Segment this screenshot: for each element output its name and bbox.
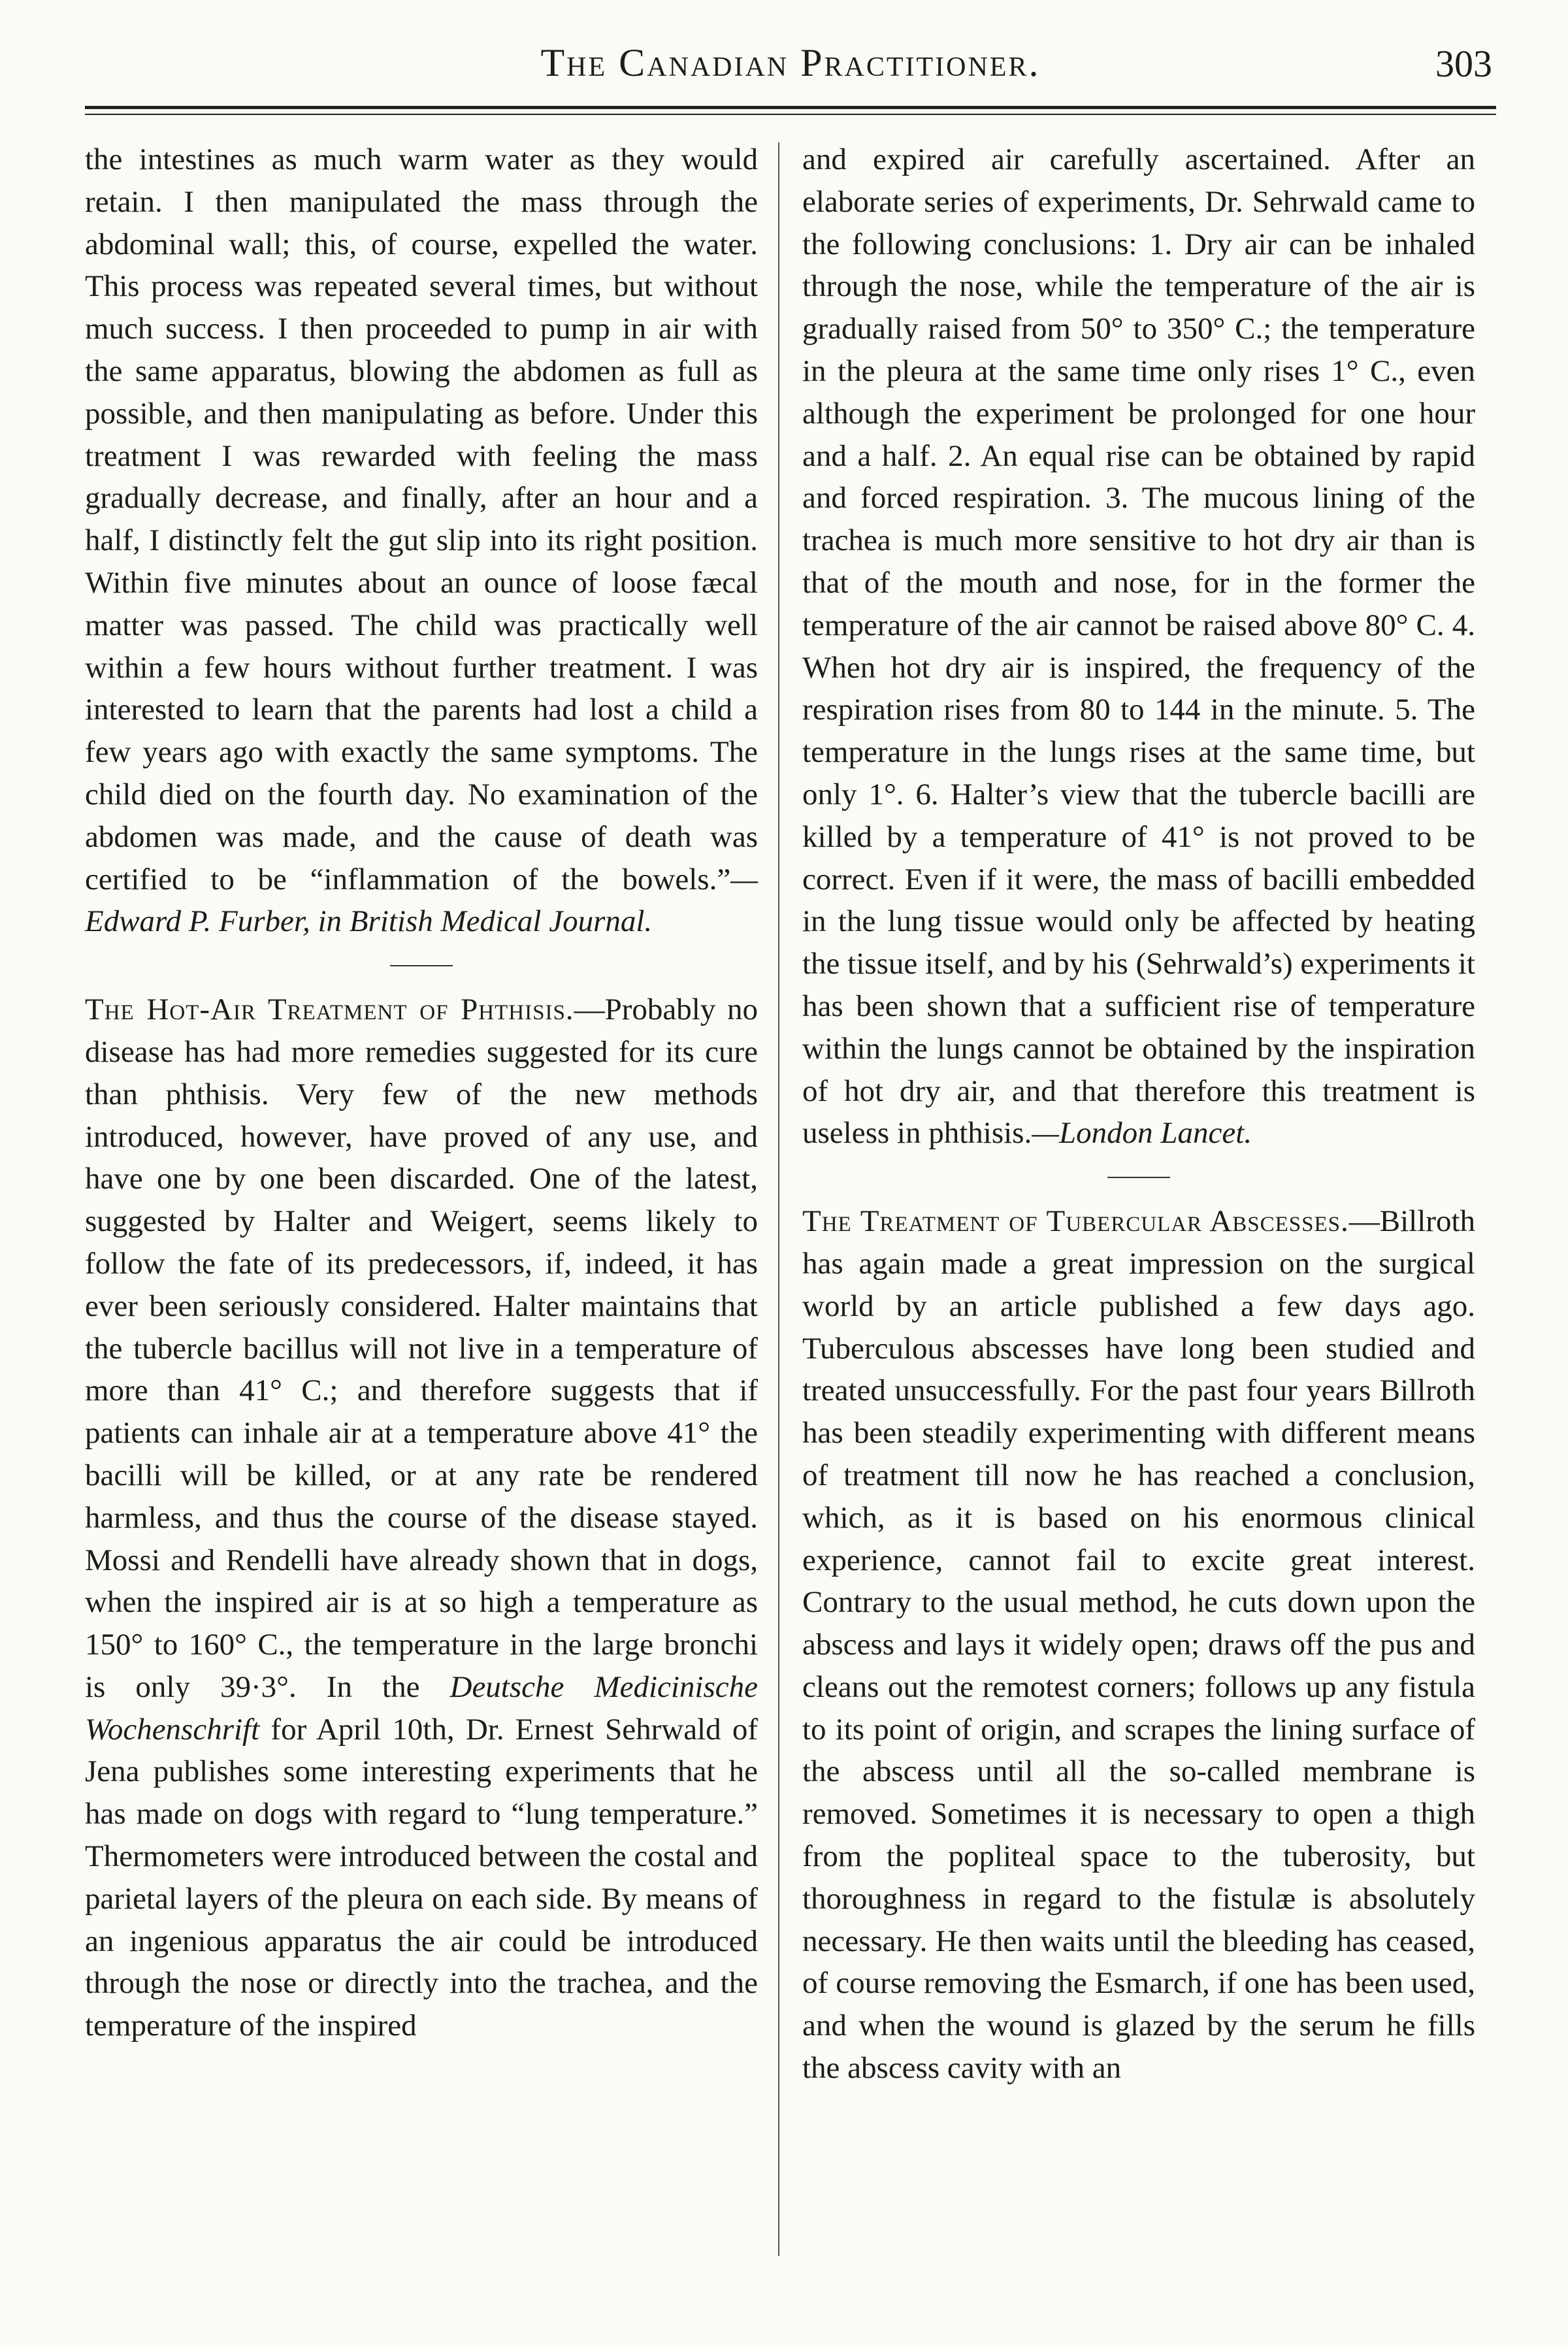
article-heading: The Treatment of Tubercular Abscesses. xyxy=(802,1204,1349,1239)
article-hot-air-treatment xyxy=(85,989,758,2047)
page-number: 303 xyxy=(1435,42,1492,85)
running-title: The Canadian Practitioner. xyxy=(540,41,1041,84)
paragraph-text-continued: for April 10th, Dr. Ernest Sehrwald of Jena publishes some interesting experiments that he has made on dogs with regard to “lung temperature.” Thermometers were introduced between the costal and parietal layers of the pleura on each side. By means of an ingenious apparatus the air could be introduced through the nose or directly into the trachea, and the temperature of the inspired xyxy=(85,1712,758,2043)
header-rule-thick xyxy=(85,106,1496,109)
paragraph-text: —Billroth has again made a great impression on the surgical world by an article published a few days ago. Tuberculous abscesses have long been studied and treated unsuccessfully. For the past four years Billroth has been steadily experimenting with different means of treatment till now he has reached a conclusion, which, as it is based on his enormous clinical experience, cannot fail to excite great interest. Contrary to the usual method, he cuts down upon the abscess and lays it widely open; draws off the pus and cleans out the remotest corners; follows up any fistula to its point of origin, and scrapes the lining surface of the abscess until all the so-called membrane is removed. Sometimes it is necessary to open a thigh from the popliteal space to the tuberosity, but thoroughness in regard to the fistulæ is absolutely necessary. He then waits until the bleeding has ceased, of course removing the Esmarch, if one has been used, and when the wound is glazed by the serum he fills the abscess cavity with an xyxy=(802,1204,1475,2086)
page-header xyxy=(85,41,1496,106)
article-hot-air-continuation xyxy=(802,139,1475,1155)
article-heading: The Hot-Air Treatment of Phthisis. xyxy=(85,993,574,1027)
section-separator xyxy=(390,965,453,966)
section-separator xyxy=(1107,1177,1170,1178)
paragraph-text: and expired air carefully ascertained. After an elaborate series of experiments, Dr. Sehrwald came to the following conclusions: 1. Dry air can be inhaled through the nose, while the temperature of the air is gradually raised from 50° to 350° C.; the temperature in the pleura at the same time only rises 1° C., even although the experiment be prolonged for one hour and a half. 2. An equal rise can be obtained by rapid and forced respiration. 3. The mucous lining of the trachea is much more sensitive to hot dry air than is that of the mouth and nose, for in the former the temperature of the air cannot be raised above 80° C. 4. When hot dry air is inspired, the frequency of the respiration rises from 80 to 144 in the minute. 5. The temperature in the lungs rises at the same time, but only 1°. 6. Halter’s view that the tubercle bacilli are killed by a temperature of 41° is not proved to be correct. Even if it were, the mass of bacilli embedded in the lung tissue would only be affected by heating the tissue itself, and by his (Sehrwald’s) experiments it has been shown that a sufficient rise of temperature within the lungs cannot be obtained by the inspiration of hot dry air, and that therefore this treatment is useless in phthisis. xyxy=(802,142,1475,1151)
right-column xyxy=(802,139,1475,2090)
paragraph-text: —Probably no disease has had more remedies suggested for its cure than phthisis. Very few of the new methods introduced, however, have proved of any use, and have one by one been discarded. One of the latest, suggested by Halter and Weigert, seems likely to follow the fate of its predecessors, if, indeed, it has ever been seriously considered. Halter maintains that the tubercle bacillus will not live in a temperature of more than 41° C.; and therefore suggests that if patients can inhale air at a temperature above 41° the bacilli will be killed, or at any rate be rendered harmless, and thus the course of the disease stayed. Mossi and Rendelli have already shown that in dogs, when the inspired air is at so high a temperature as 150° to 160° C., the temperature in the large bronchi is only 39·3°. In the xyxy=(85,993,758,1704)
journal-title: Deutsche Medicinische Wochenschrift xyxy=(85,1669,758,1747)
article-continuation-paragraph xyxy=(85,139,758,943)
column-divider xyxy=(778,142,779,2256)
article-tubercular-abscesses xyxy=(802,1200,1475,2090)
header-rule-thin xyxy=(85,114,1496,115)
paragraph-text: the intestines as much warm water as they would retain. I then manipulated the mass through the abdominal wall; this, of course, expelled the water. This process was repeated several times, but without much success. I then proceeded to pump in air with the same apparatus, blowing the abdomen as full as possible, and then manipulating as before. Under this treatment I was rewarded with feeling the mass gradually decrease, and finally, after an hour and a half, I distinctly felt the gut slip into its right position. Within five minutes about an ounce of loose fæcal matter was passed. The child was practically well within a few hours without further treatment. I was interested to learn that the parents had lost a child a few years ago with exactly the same symptoms. The child died on the fourth day. No examination of the abdomen was made, and the cause of death was certified to be “inflammation of the bowels.” xyxy=(85,142,758,896)
citation-source: —Edward P. Furber, in British Medical Journal. xyxy=(85,862,758,939)
left-column xyxy=(85,139,758,2047)
citation-source: —London Lancet. xyxy=(1032,1116,1252,1151)
